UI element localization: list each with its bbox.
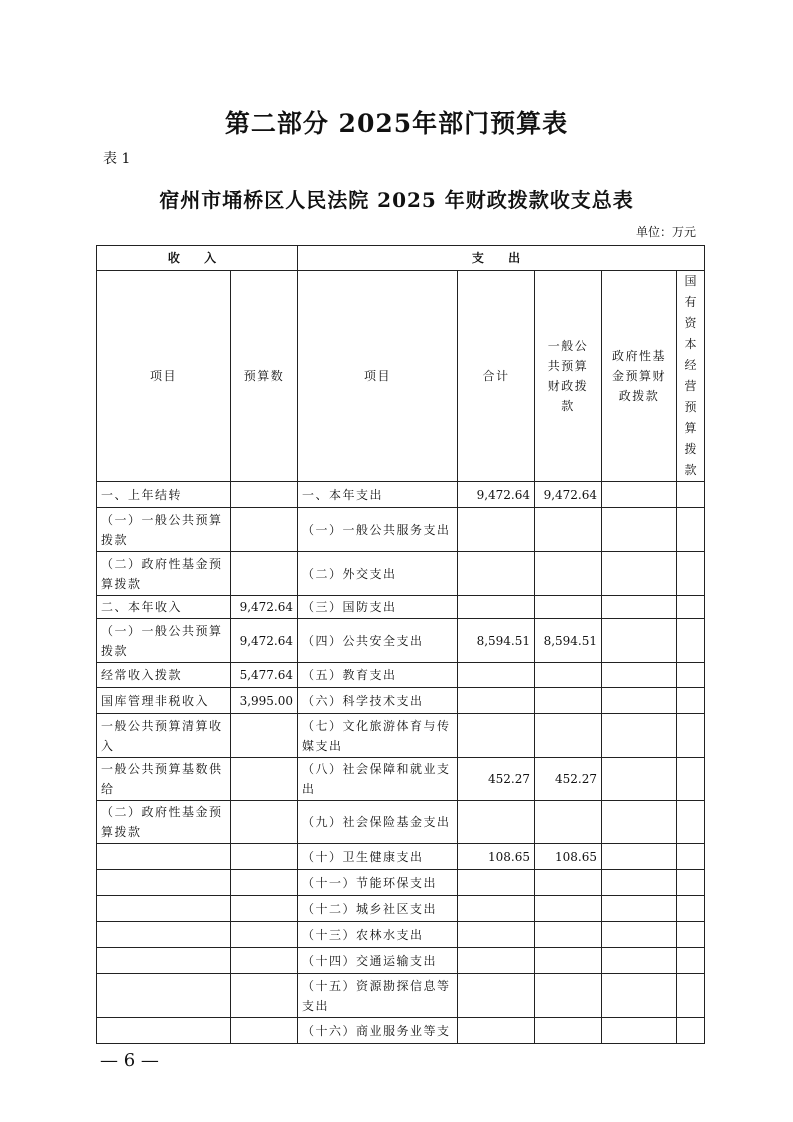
cell-total	[458, 508, 535, 552]
cell-ex-item: （五）教育支出	[298, 663, 458, 688]
cell-total	[458, 714, 535, 758]
cell-in-amt	[231, 482, 298, 508]
cell-state	[677, 922, 705, 948]
cell-general	[535, 508, 602, 552]
cell-state	[677, 896, 705, 922]
cell-in-item	[97, 896, 231, 922]
income-header: 收 入	[97, 246, 298, 271]
cell-state	[677, 619, 705, 663]
cell-ex-item: （九）社会保险基金支出	[298, 801, 458, 844]
state-capital-char: 预	[684, 400, 697, 414]
cell-fund	[602, 870, 677, 896]
table-row	[97, 663, 705, 688]
cell-in-item	[97, 948, 231, 974]
expense-header: 支 出	[298, 246, 705, 271]
cell-in-amt: 9,472.64	[231, 596, 298, 619]
state-capital-char: 经	[684, 358, 697, 372]
cell-total	[458, 801, 535, 844]
cell-fund	[602, 801, 677, 844]
table-number: 表 1	[103, 151, 131, 167]
cell-state	[677, 552, 705, 596]
table-row	[97, 688, 705, 714]
cell-general	[535, 663, 602, 688]
cell-in-amt: 5,477.64	[231, 663, 298, 688]
cell-fund	[602, 482, 677, 508]
cell-general	[535, 552, 602, 596]
cell-general	[535, 1018, 602, 1044]
cell-in-amt	[231, 714, 298, 758]
cell-in-amt	[231, 948, 298, 974]
table-row	[97, 596, 705, 619]
cell-state	[677, 688, 705, 714]
fund-budget-header: 政府性基金预算财政拨款	[602, 271, 677, 482]
cell-general: 452.27	[535, 758, 602, 801]
table-title: 宿州市埇桥区人民法院 2025 年财政拨款收支总表	[159, 188, 634, 212]
cell-general	[535, 896, 602, 922]
cell-fund	[602, 922, 677, 948]
cell-general: 8,594.51	[535, 619, 602, 663]
table-row	[97, 508, 705, 552]
cell-ex-item: （四）公共安全支出	[298, 619, 458, 663]
cell-in-amt	[231, 896, 298, 922]
cell-total	[458, 688, 535, 714]
table-row	[97, 714, 705, 758]
table-row	[97, 922, 705, 948]
cell-in-item	[97, 922, 231, 948]
state-capital-char: 营	[684, 379, 697, 393]
cell-state	[677, 870, 705, 896]
cell-state	[677, 482, 705, 508]
cell-fund	[602, 896, 677, 922]
cell-ex-item: （二）外交支出	[298, 552, 458, 596]
general-budget-header: 一般公共预算财政拨款	[535, 271, 602, 482]
cell-state	[677, 844, 705, 870]
cell-in-item: 一般公共预算基数供给	[97, 758, 231, 801]
table-row	[97, 948, 705, 974]
cell-general	[535, 688, 602, 714]
cell-in-amt: 9,472.64	[231, 619, 298, 663]
cell-total: 8,594.51	[458, 619, 535, 663]
cell-in-item: （一）一般公共预算拨款	[97, 619, 231, 663]
cell-total: 452.27	[458, 758, 535, 801]
cell-fund	[602, 758, 677, 801]
cell-general	[535, 596, 602, 619]
cell-in-amt	[231, 844, 298, 870]
cell-total: 9,472.64	[458, 482, 535, 508]
table-row	[97, 758, 705, 801]
cell-in-item: （二）政府性基金预算拨款	[97, 801, 231, 844]
cell-in-item: 国库管理非税收入	[97, 688, 231, 714]
cell-fund	[602, 688, 677, 714]
budget-table	[96, 245, 705, 1044]
cell-total	[458, 974, 535, 1018]
state-capital-char: 有	[684, 295, 697, 309]
cell-general	[535, 922, 602, 948]
state-capital-char: 资	[684, 316, 697, 330]
cell-fund	[602, 844, 677, 870]
cell-total	[458, 870, 535, 896]
cell-fund	[602, 508, 677, 552]
cell-ex-item: （十一）节能环保支出	[298, 870, 458, 896]
state-capital-char: 国	[684, 274, 697, 288]
cell-state	[677, 948, 705, 974]
cell-state	[677, 758, 705, 801]
cell-in-item	[97, 1018, 231, 1044]
cell-ex-item: （六）科学技术支出	[298, 688, 458, 714]
cell-fund	[602, 619, 677, 663]
state-capital-char: 算	[684, 421, 697, 435]
cell-state	[677, 663, 705, 688]
expense-item-header: 项目	[298, 271, 458, 482]
cell-state	[677, 1018, 705, 1044]
cell-ex-item: 一、本年支出	[298, 482, 458, 508]
cell-in-item: 一般公共预算清算收入	[97, 714, 231, 758]
page-number: — 6 —	[100, 1050, 159, 1071]
cell-fund	[602, 1018, 677, 1044]
cell-in-amt	[231, 922, 298, 948]
cell-total	[458, 552, 535, 596]
cell-state	[677, 801, 705, 844]
cell-ex-item: （十二）城乡社区支出	[298, 896, 458, 922]
table-row	[97, 974, 705, 1018]
cell-in-amt	[231, 974, 298, 1018]
cell-ex-item: （三）国防支出	[298, 596, 458, 619]
cell-general	[535, 801, 602, 844]
cell-fund	[602, 552, 677, 596]
table-row	[97, 619, 705, 663]
cell-state	[677, 596, 705, 619]
cell-fund	[602, 663, 677, 688]
table-row	[97, 896, 705, 922]
cell-in-amt	[231, 758, 298, 801]
cell-in-item	[97, 870, 231, 896]
cell-total	[458, 663, 535, 688]
cell-ex-item: （十六）商业服务业等支	[298, 1018, 458, 1044]
state-capital-char: 本	[684, 337, 697, 351]
cell-total: 108.65	[458, 844, 535, 870]
cell-in-amt	[231, 801, 298, 844]
cell-total	[458, 922, 535, 948]
cell-general	[535, 948, 602, 974]
cell-ex-item: （十四）交通运输支出	[298, 948, 458, 974]
income-item-header: 项目	[97, 271, 231, 482]
cell-in-item	[97, 844, 231, 870]
cell-ex-item: （十三）农林水支出	[298, 922, 458, 948]
cell-general: 108.65	[535, 844, 602, 870]
cell-ex-item: （八）社会保障和就业支出	[298, 758, 458, 801]
state-capital-char: 拨	[684, 442, 697, 456]
table-row	[97, 1018, 705, 1044]
cell-in-amt: 3,995.00	[231, 688, 298, 714]
cell-state	[677, 974, 705, 1018]
cell-total	[458, 1018, 535, 1044]
state-capital-header	[677, 271, 705, 482]
cell-in-item: 一、上年结转	[97, 482, 231, 508]
cell-general	[535, 714, 602, 758]
document-title: 第二部分 2025年部门预算表	[224, 109, 569, 138]
cell-in-item: 经常收入拨款	[97, 663, 231, 688]
cell-total	[458, 948, 535, 974]
table-row	[97, 482, 705, 508]
cell-in-item: （二）政府性基金预算拨款	[97, 552, 231, 596]
cell-fund	[602, 948, 677, 974]
unit-label: 单位：万元	[635, 225, 696, 239]
cell-ex-item: （十）卫生健康支出	[298, 844, 458, 870]
table-row	[97, 552, 705, 596]
cell-state	[677, 508, 705, 552]
cell-in-amt	[231, 508, 298, 552]
cell-in-amt	[231, 1018, 298, 1044]
cell-in-item: （一）一般公共预算拨款	[97, 508, 231, 552]
cell-general	[535, 870, 602, 896]
cell-general: 9,472.64	[535, 482, 602, 508]
cell-in-item	[97, 974, 231, 1018]
cell-in-item: 二、本年收入	[97, 596, 231, 619]
cell-in-amt	[231, 870, 298, 896]
cell-in-amt	[231, 552, 298, 596]
table-row	[97, 870, 705, 896]
cell-fund	[602, 714, 677, 758]
cell-ex-item: （十五）资源勘探信息等支出	[298, 974, 458, 1018]
total-header: 合计	[458, 271, 535, 482]
income-budget-header: 预算数	[231, 271, 298, 482]
cell-ex-item: （七）文化旅游体育与传媒支出	[298, 714, 458, 758]
cell-ex-item: （一）一般公共服务支出	[298, 508, 458, 552]
state-capital-char: 款	[684, 463, 697, 477]
table-row	[97, 844, 705, 870]
cell-general	[535, 974, 602, 1018]
cell-fund	[602, 596, 677, 619]
cell-total	[458, 596, 535, 619]
table-row	[97, 801, 705, 844]
cell-total	[458, 896, 535, 922]
cell-state	[677, 714, 705, 758]
cell-fund	[602, 974, 677, 1018]
